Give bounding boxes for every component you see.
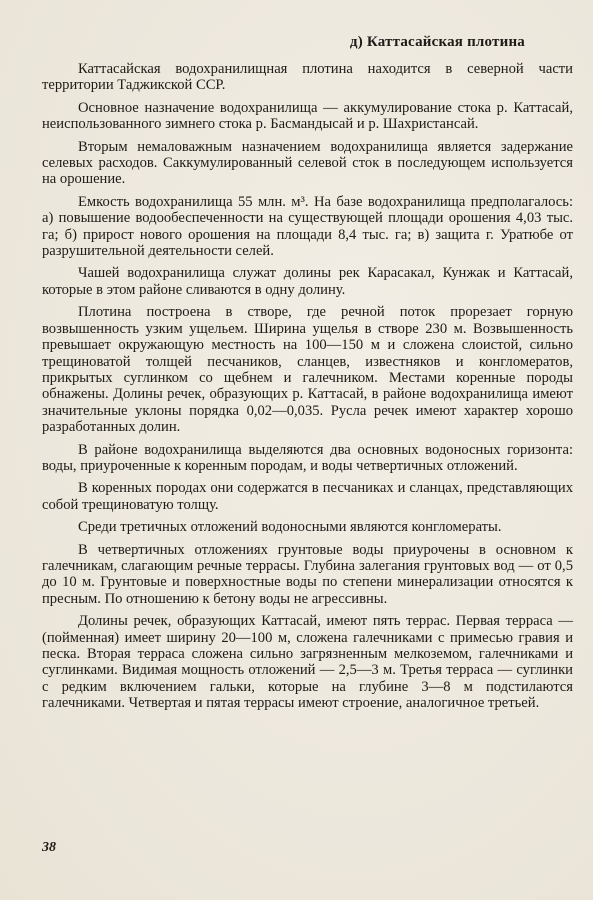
paragraph: Емкость водохранилища 55 млн. м³. На базе водохранилища предполагалось: а) повышение водообеспеченности на существующей площади орошения 4,03 тыс. га; б) прирост нового орошения на площади 8,4 тыс. га; в) защита г. Уратюбе от разрушительной деятельности селей. bbox=[42, 193, 573, 260]
paragraph: Основное назначение водохранилища — аккумулирование стока р. Каттасай, неиспользованного зимнего стока р. Басмандысай и р. Шахристансай. bbox=[42, 99, 573, 133]
paragraph: Долины речек, образующих Каттасай, имеют пять террас. Первая терраса — (пойменная) имеет ширину 20—100 м, сложена галечниками с примесью гравия и песка. Вторая терраса сложена сильно загрязненным мелкоземом, галечниками и суглинками. Видимая мощность отложений — 2,5—3 м. Третья терраса — суглинки с редким включением гальки, которые на глубине 3—8 м подстилаются галечниками. Четвертая и пятая террасы имеют строение, аналогичное третьей. bbox=[42, 613, 573, 712]
paragraph: Вторым немаловажным назначением водохранилища является задержание селевых расходов. Саккумулированный селевой сток в последующем используется на орошение. bbox=[42, 138, 573, 188]
paragraph: Плотина построена в створе, где речной поток прорезает горную возвышенность узким ущельем. Ширина ущелья в створе 230 м. Возвышенность превышает окружающую местность на 100—150 м и сложена слоистой, сильно трещиноватой толщей песчаников, сланцев, известняков и конгломератов, прикрытых суглинком со щебнем и галечником. Местами коренные породы обнажены. Долины речек, образующих р. Каттасай, в районе водохранилища имеют значительные уклоны порядка 0,02—0,035. Русла речек имеют характер хорошо разработанных долин. bbox=[42, 304, 573, 436]
paragraph: Среди третичных отложений водоносными являются конгломераты. bbox=[78, 519, 502, 536]
page-number: 38 bbox=[42, 840, 56, 855]
paragraph: В четвертичных отложениях грунтовые воды приурочены в основном к галечникам, слагающим речные террасы. Глубина залегания грунтовых вод — от 0,5 до 10 м. Грунтовые и поверхностные воды по степени минерализации относятся к пресным. По отношению к бетону воды не агрессивны. bbox=[42, 541, 573, 607]
body-text bbox=[42, 61, 573, 712]
paragraph: Чашей водохранилища служат долины рек Карасакал, Кунжак и Каттасай, которые в этом районе сливаются в одну долину. bbox=[42, 265, 573, 298]
section-heading: д) Каттасайская плотина bbox=[349, 34, 525, 50]
paragraph: В районе водохранилища выделяются два основных водоносных горизонта: воды, приуроченные к коренным породам, и воды четвертичных отложений. bbox=[42, 441, 573, 474]
paragraph: В коренных породах они содержатся в песчаниках и сланцах, представляющих собой трещиноватую толщу. bbox=[42, 480, 573, 513]
paragraph: Каттасайская водохранилищная плотина находится в северной части территории Таджикской ССР. bbox=[42, 61, 573, 94]
